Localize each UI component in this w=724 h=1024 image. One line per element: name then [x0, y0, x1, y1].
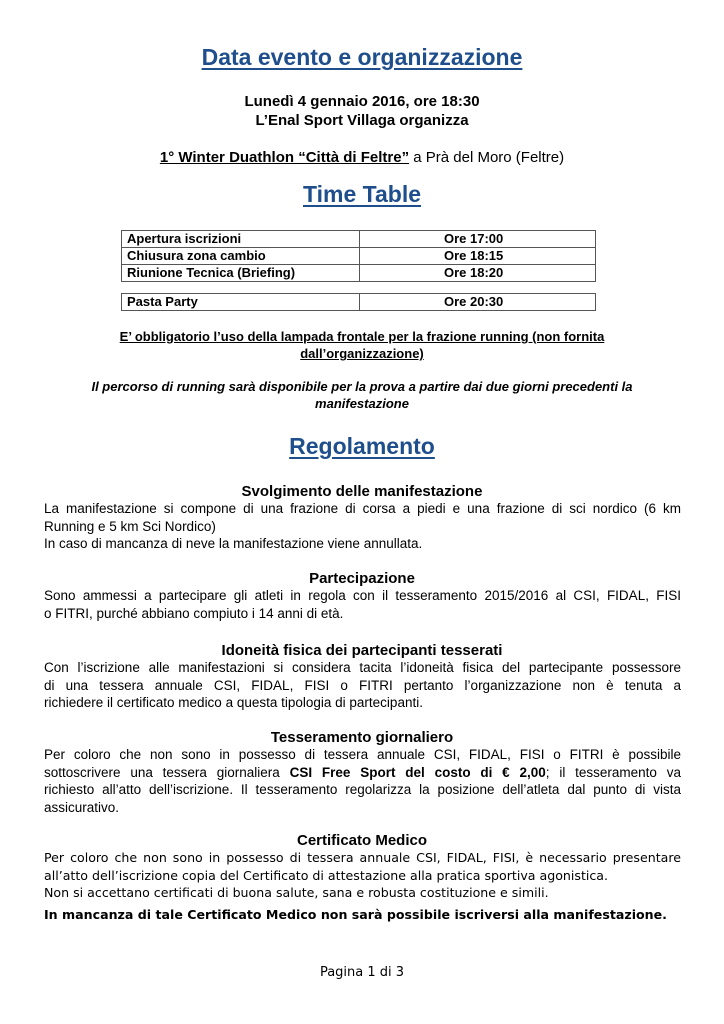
section-title-tesseramento: Tesseramento giornaliero — [270, 729, 454, 746]
section-body-idoneita — [44, 659, 681, 712]
section-body-certificato — [44, 849, 681, 923]
paragraph-line: o FITRI, purché abbiano compiuto i 14 anni di età. — [44, 605, 344, 621]
paragraph-line: Sono ammessi a partecipare gli atleti in regola con il tesseramento 2015/2016 al CSI, FIDAL, FISI — [44, 588, 681, 603]
section-body-partecipazione — [44, 587, 681, 622]
lamp-note — [40, 328, 684, 362]
timetable — [121, 230, 596, 282]
paragraph-line: Per coloro che non sono in possesso di tessera annuale CSI, FIDAL, FISI, è necessario presentare — [44, 850, 681, 865]
paragraph-line: Non si accettano certificati di buona salute, sana e robusta costituzione e simili. — [44, 885, 549, 900]
section-title-svolgimento: Svolgimento delle manifestazione — [241, 483, 483, 500]
event-date: Lunedì 4 gennaio 2016, ore 18:30 — [244, 93, 480, 110]
timetable-time: Ore 20:30 — [360, 294, 596, 311]
section-title-partecipazione: Partecipazione — [309, 570, 415, 587]
race-name: 1° Winter Duathlon “Città di Feltre” — [159, 149, 410, 166]
paragraph-line: di una tessera annuale CSI, FIDAL, FISI o FITRI pertanto l’organizzazione non è tenuta a — [44, 677, 681, 693]
paragraph-line: richiesto all’atto dell’iscrizione. Il tesseramento regolarizza la posizione dell’atleta dal punto di vista — [44, 782, 681, 797]
paragraph-line-bold: In mancanza di tale Certificato Medico non sarà possibile iscriversi alla manifestazione. — [44, 906, 667, 922]
event-organizer: L’Enal Sport Villaga organizza — [255, 112, 469, 129]
text-run: ; il tesseramento va — [545, 764, 681, 780]
table-row — [122, 248, 596, 265]
table-row — [122, 231, 596, 248]
route-note — [40, 378, 684, 412]
paragraph-line: La manifestazione si compone di una frazione di corsa a piedi e una frazione di sci nordico (6 km — [44, 501, 681, 516]
paragraph-line: richiedere il certificato medico a questa tipologia di partecipanti. — [44, 695, 423, 710]
timetable-extra — [121, 293, 596, 311]
paragraph-line: assicurativo. — [44, 799, 120, 815]
timetable-time: Ore 17:00 — [360, 231, 596, 248]
text-run-bold: CSI Free Sport del costo di € 2,00 — [289, 764, 546, 780]
race-location: a Prà del Moro (Feltre) — [409, 149, 565, 166]
timetable-activity: Chiusura zona cambio — [122, 248, 360, 265]
heading-data-evento: Data evento e organizzazione — [201, 44, 523, 70]
paragraph-line: Running e 5 km Sci Nordico) — [44, 518, 216, 534]
page-number: Pagina 1 di 3 — [319, 965, 405, 980]
section-title-certificato: Certificato Medico — [296, 832, 428, 849]
timetable-time: Ore 18:15 — [360, 248, 596, 265]
table-row — [122, 294, 596, 311]
paragraph-line: Con l’iscrizione alle manifestazioni si considera tacita l’idoneità fisica del partecipante possessore — [44, 660, 681, 675]
timetable-activity: Pasta Party — [122, 294, 360, 311]
route-note-line: manifestazione — [315, 396, 409, 411]
section-body-tesseramento — [44, 746, 681, 816]
timetable-activity: Riunione Tecnica (Briefing) — [122, 265, 360, 282]
event-race-line — [0, 149, 724, 166]
heading-regolamento: Regolamento — [289, 433, 435, 459]
paragraph-line: In caso di mancanza di neve la manifestazione viene annullata. — [44, 536, 423, 551]
paragraph-line: all’atto dell’iscrizione copia del Certificato di attestazione alla pratica sportiva agonistica. — [44, 867, 609, 883]
route-note-line: Il percorso di running sarà disponibile per la prova a partire dai due giorni precedenti la — [91, 379, 633, 394]
heading-time-table: Time Table — [302, 181, 422, 207]
table-row — [122, 265, 596, 282]
lamp-note-line: E’ obbligatorio l’uso della lampada frontale per la frazione running (non fornita — [119, 329, 605, 344]
section-title-idoneita: Idoneità fisica dei partecipanti tesserati — [221, 642, 503, 659]
timetable-time: Ore 18:20 — [360, 265, 596, 282]
timetable-activity: Apertura iscrizioni — [122, 231, 360, 248]
section-body-svolgimento — [44, 500, 681, 553]
paragraph-line — [44, 764, 681, 782]
paragraph-line: Per coloro che non sono in possesso di tessera annuale CSI, FIDAL, FISI o FITRI è possibile — [44, 747, 681, 762]
lamp-note-line: dall’organizzazione) — [300, 346, 424, 361]
text-run: sottoscrivere una tessera giornaliera — [44, 764, 290, 780]
